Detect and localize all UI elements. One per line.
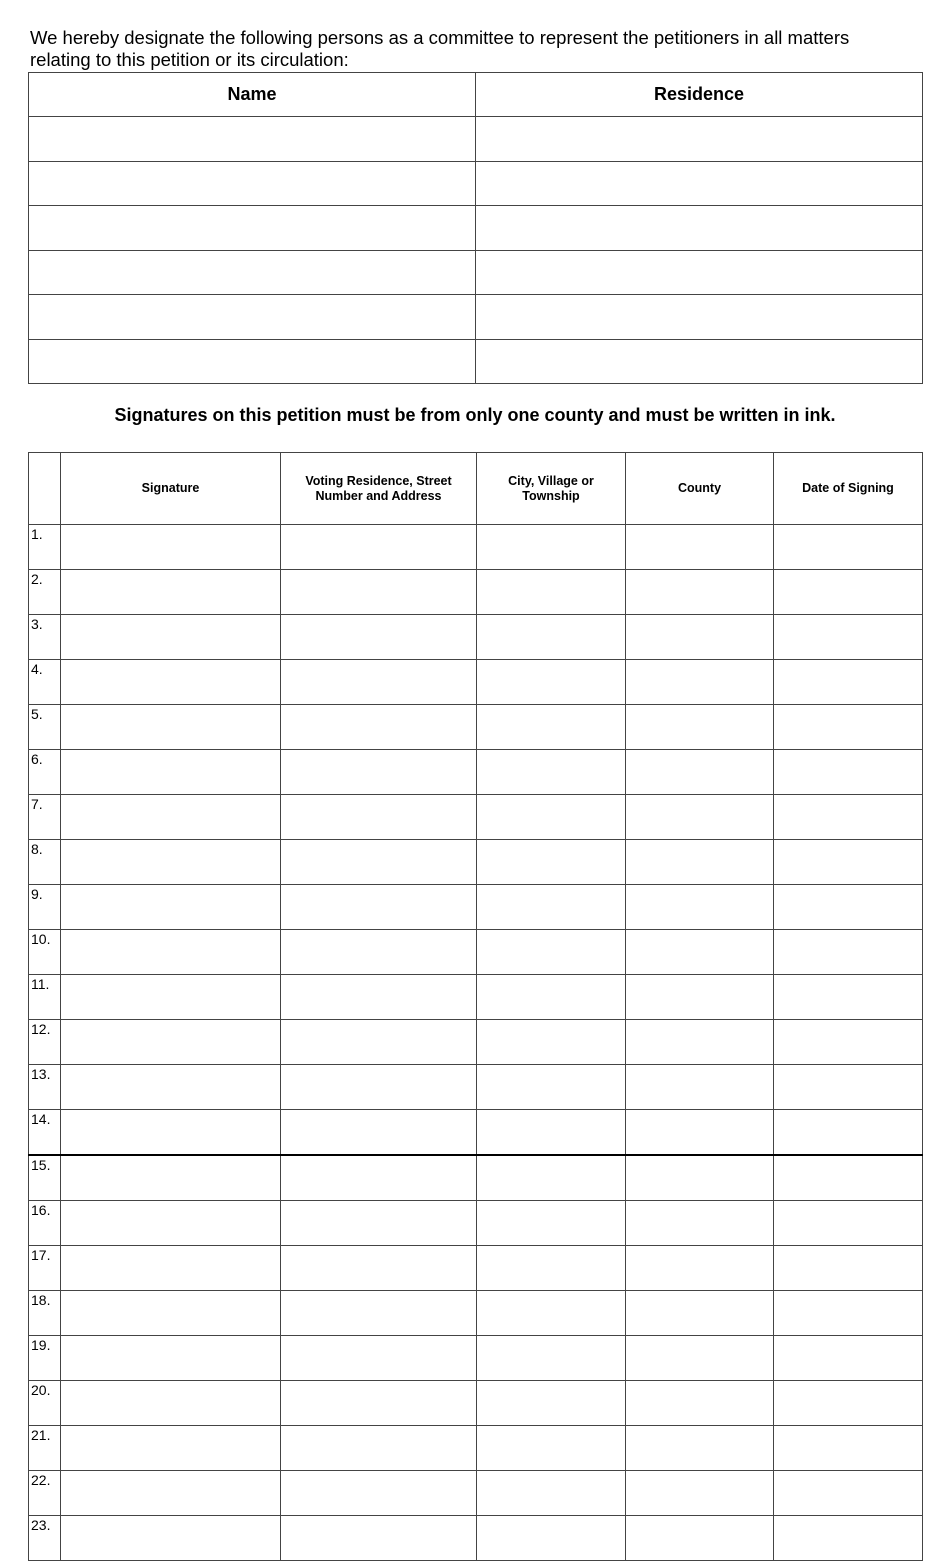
committee-header-row	[29, 73, 923, 117]
date-cell[interactable]	[774, 660, 923, 705]
signature-cell[interactable]	[61, 1381, 281, 1426]
row-number: 22.	[29, 1471, 61, 1516]
city-cell[interactable]	[477, 1471, 626, 1516]
header-county: County	[626, 453, 774, 525]
city-cell[interactable]	[477, 1020, 626, 1065]
committee-name-cell[interactable]	[29, 117, 476, 162]
voting-residence-cell[interactable]	[281, 975, 477, 1020]
voting-residence-cell[interactable]	[281, 840, 477, 885]
committee-residence-cell[interactable]	[476, 117, 923, 162]
county-cell[interactable]	[626, 1471, 774, 1516]
committee-name-cell[interactable]	[29, 339, 476, 384]
voting-residence-cell[interactable]	[281, 660, 477, 705]
county-cell[interactable]	[626, 1246, 774, 1291]
signature-row	[29, 1471, 923, 1516]
date-cell[interactable]	[774, 1246, 923, 1291]
committee-name-cell[interactable]	[29, 206, 476, 251]
county-cell[interactable]	[626, 840, 774, 885]
county-cell[interactable]	[626, 1020, 774, 1065]
signature-cell[interactable]	[61, 1110, 281, 1156]
voting-residence-cell[interactable]	[281, 750, 477, 795]
signature-cell[interactable]	[61, 1065, 281, 1110]
committee-row	[29, 206, 923, 251]
voting-residence-cell[interactable]	[281, 1471, 477, 1516]
city-cell[interactable]	[477, 1246, 626, 1291]
committee-name-cell[interactable]	[29, 161, 476, 206]
committee-residence-cell[interactable]	[476, 250, 923, 295]
city-cell[interactable]	[477, 1381, 626, 1426]
signature-cell[interactable]	[61, 1246, 281, 1291]
county-cell[interactable]	[626, 570, 774, 615]
date-cell[interactable]	[774, 1471, 923, 1516]
signature-row	[29, 1381, 923, 1426]
date-cell[interactable]	[774, 525, 923, 570]
signature-cell[interactable]	[61, 615, 281, 660]
voting-residence-cell[interactable]	[281, 525, 477, 570]
voting-residence-cell[interactable]	[281, 1381, 477, 1426]
header-number	[29, 453, 61, 525]
row-number: 17.	[29, 1246, 61, 1291]
city-cell[interactable]	[477, 705, 626, 750]
signature-cell[interactable]	[61, 1516, 281, 1561]
signature-row	[29, 570, 923, 615]
row-number: 13.	[29, 1065, 61, 1110]
city-cell[interactable]	[477, 1155, 626, 1201]
date-cell[interactable]	[774, 1336, 923, 1381]
row-number: 10.	[29, 930, 61, 975]
date-cell[interactable]	[774, 1065, 923, 1110]
signature-row	[29, 1291, 923, 1336]
county-cell[interactable]	[626, 525, 774, 570]
county-cell[interactable]	[626, 1381, 774, 1426]
row-number: 18.	[29, 1291, 61, 1336]
committee-row	[29, 117, 923, 162]
signature-row	[29, 795, 923, 840]
voting-residence-cell[interactable]	[281, 1336, 477, 1381]
row-number: 3.	[29, 615, 61, 660]
county-cell[interactable]	[626, 660, 774, 705]
row-number: 8.	[29, 840, 61, 885]
voting-residence-cell[interactable]	[281, 1201, 477, 1246]
signature-cell[interactable]	[61, 1020, 281, 1065]
voting-residence-cell[interactable]	[281, 1110, 477, 1156]
row-number: 4.	[29, 660, 61, 705]
signature-row	[29, 1065, 923, 1110]
city-cell[interactable]	[477, 930, 626, 975]
signature-row	[29, 930, 923, 975]
signature-cell[interactable]	[61, 1336, 281, 1381]
city-cell[interactable]	[477, 840, 626, 885]
city-cell[interactable]	[477, 795, 626, 840]
date-cell[interactable]	[774, 930, 923, 975]
voting-residence-cell[interactable]	[281, 885, 477, 930]
signature-row	[29, 615, 923, 660]
row-number: 16.	[29, 1201, 61, 1246]
county-cell[interactable]	[626, 795, 774, 840]
date-cell[interactable]	[774, 1516, 923, 1561]
signature-table	[28, 452, 923, 1561]
date-cell[interactable]	[774, 750, 923, 795]
signature-cell[interactable]	[61, 1426, 281, 1471]
city-cell[interactable]	[477, 1065, 626, 1110]
signature-row	[29, 840, 923, 885]
date-cell[interactable]	[774, 840, 923, 885]
signature-row	[29, 885, 923, 930]
row-number: 15.	[29, 1155, 61, 1201]
header-voting-residence: Voting Residence, Street Number and Address	[281, 453, 477, 525]
voting-residence-cell[interactable]	[281, 1155, 477, 1201]
ink-notice: Signatures on this petition must be from only one county and must be written in ink.	[114, 405, 836, 425]
signature-row	[29, 975, 923, 1020]
county-cell[interactable]	[626, 1426, 774, 1471]
city-cell[interactable]	[477, 1516, 626, 1561]
committee-row	[29, 250, 923, 295]
header-name: Name	[29, 73, 476, 117]
county-cell[interactable]	[626, 1155, 774, 1201]
county-cell[interactable]	[626, 1291, 774, 1336]
county-cell[interactable]	[626, 615, 774, 660]
signature-row	[29, 660, 923, 705]
row-number: 14.	[29, 1110, 61, 1156]
header-date: Date of Signing	[774, 453, 923, 525]
row-number: 19.	[29, 1336, 61, 1381]
signature-row	[29, 1246, 923, 1291]
date-cell[interactable]	[774, 975, 923, 1020]
row-number: 20.	[29, 1381, 61, 1426]
voting-residence-cell[interactable]	[281, 1020, 477, 1065]
date-cell[interactable]	[774, 1020, 923, 1065]
county-cell[interactable]	[626, 1516, 774, 1561]
date-cell[interactable]	[774, 1110, 923, 1156]
row-number: 1.	[29, 525, 61, 570]
signature-row	[29, 1516, 923, 1561]
signature-cell[interactable]	[61, 840, 281, 885]
row-number: 2.	[29, 570, 61, 615]
signature-row	[29, 1336, 923, 1381]
voting-residence-cell[interactable]	[281, 1426, 477, 1471]
signature-row	[29, 1020, 923, 1065]
row-number: 11.	[29, 975, 61, 1020]
date-cell[interactable]	[774, 570, 923, 615]
voting-residence-cell[interactable]	[281, 1291, 477, 1336]
date-cell[interactable]	[774, 1426, 923, 1471]
date-cell[interactable]	[774, 615, 923, 660]
signature-row	[29, 705, 923, 750]
county-cell[interactable]	[626, 1065, 774, 1110]
county-cell[interactable]	[626, 750, 774, 795]
voting-residence-cell[interactable]	[281, 1246, 477, 1291]
signature-header-row	[29, 453, 923, 525]
city-cell[interactable]	[477, 1201, 626, 1246]
voting-residence-cell[interactable]	[281, 1516, 477, 1561]
signature-cell[interactable]	[61, 705, 281, 750]
city-cell[interactable]	[477, 660, 626, 705]
signature-cell[interactable]	[61, 1471, 281, 1516]
city-cell[interactable]	[477, 885, 626, 930]
county-cell[interactable]	[626, 705, 774, 750]
signature-cell[interactable]	[61, 1291, 281, 1336]
date-cell[interactable]	[774, 1201, 923, 1246]
row-number: 21.	[29, 1426, 61, 1471]
signature-row	[29, 1110, 923, 1156]
row-number: 9.	[29, 885, 61, 930]
committee-table	[28, 72, 923, 384]
voting-residence-cell[interactable]	[281, 930, 477, 975]
signature-row	[29, 1426, 923, 1471]
signature-cell[interactable]	[61, 525, 281, 570]
committee-residence-cell[interactable]	[476, 295, 923, 340]
voting-residence-cell[interactable]	[281, 795, 477, 840]
header-city: City, Village or Township	[477, 453, 626, 525]
committee-name-cell[interactable]	[29, 250, 476, 295]
row-number: 5.	[29, 705, 61, 750]
county-cell[interactable]	[626, 885, 774, 930]
signature-cell[interactable]	[61, 795, 281, 840]
voting-residence-cell[interactable]	[281, 615, 477, 660]
signature-row	[29, 1155, 923, 1201]
city-cell[interactable]	[477, 615, 626, 660]
signature-row	[29, 525, 923, 570]
row-number: 7.	[29, 795, 61, 840]
signature-cell[interactable]	[61, 660, 281, 705]
city-cell[interactable]	[477, 975, 626, 1020]
city-cell[interactable]	[477, 525, 626, 570]
committee-name-cell[interactable]	[29, 295, 476, 340]
signature-cell[interactable]	[61, 570, 281, 615]
header-residence: Residence	[476, 73, 923, 117]
date-cell[interactable]	[774, 705, 923, 750]
city-cell[interactable]	[477, 750, 626, 795]
signature-row	[29, 1201, 923, 1246]
city-cell[interactable]	[477, 1426, 626, 1471]
date-cell[interactable]	[774, 1155, 923, 1201]
committee-residence-cell[interactable]	[476, 339, 923, 384]
date-cell[interactable]	[774, 1291, 923, 1336]
city-cell[interactable]	[477, 1336, 626, 1381]
committee-row	[29, 161, 923, 206]
row-number: 6.	[29, 750, 61, 795]
county-cell[interactable]	[626, 975, 774, 1020]
city-cell[interactable]	[477, 1291, 626, 1336]
voting-residence-cell[interactable]	[281, 705, 477, 750]
date-cell[interactable]	[774, 795, 923, 840]
city-cell[interactable]	[477, 1110, 626, 1156]
row-number: 23.	[29, 1516, 61, 1561]
county-cell[interactable]	[626, 1110, 774, 1156]
signature-cell[interactable]	[61, 1155, 281, 1201]
committee-residence-cell[interactable]	[476, 161, 923, 206]
header-signature: Signature	[61, 453, 281, 525]
county-cell[interactable]	[626, 1336, 774, 1381]
committee-row	[29, 295, 923, 340]
signature-cell[interactable]	[61, 750, 281, 795]
committee-residence-cell[interactable]	[476, 206, 923, 251]
county-cell[interactable]	[626, 930, 774, 975]
signature-cell[interactable]	[61, 930, 281, 975]
committee-row	[29, 339, 923, 384]
row-number: 12.	[29, 1020, 61, 1065]
signature-cell[interactable]	[61, 885, 281, 930]
date-cell[interactable]	[774, 1381, 923, 1426]
committee-intro-text: We hereby designate the following persons as a committee to represent the petitioners in all matters relating to this petition or its circulation:	[30, 27, 850, 70]
voting-residence-cell[interactable]	[281, 570, 477, 615]
city-cell[interactable]	[477, 570, 626, 615]
county-cell[interactable]	[626, 1201, 774, 1246]
signature-cell[interactable]	[61, 1201, 281, 1246]
voting-residence-cell[interactable]	[281, 1065, 477, 1110]
signature-row	[29, 750, 923, 795]
date-cell[interactable]	[774, 885, 923, 930]
signature-cell[interactable]	[61, 975, 281, 1020]
